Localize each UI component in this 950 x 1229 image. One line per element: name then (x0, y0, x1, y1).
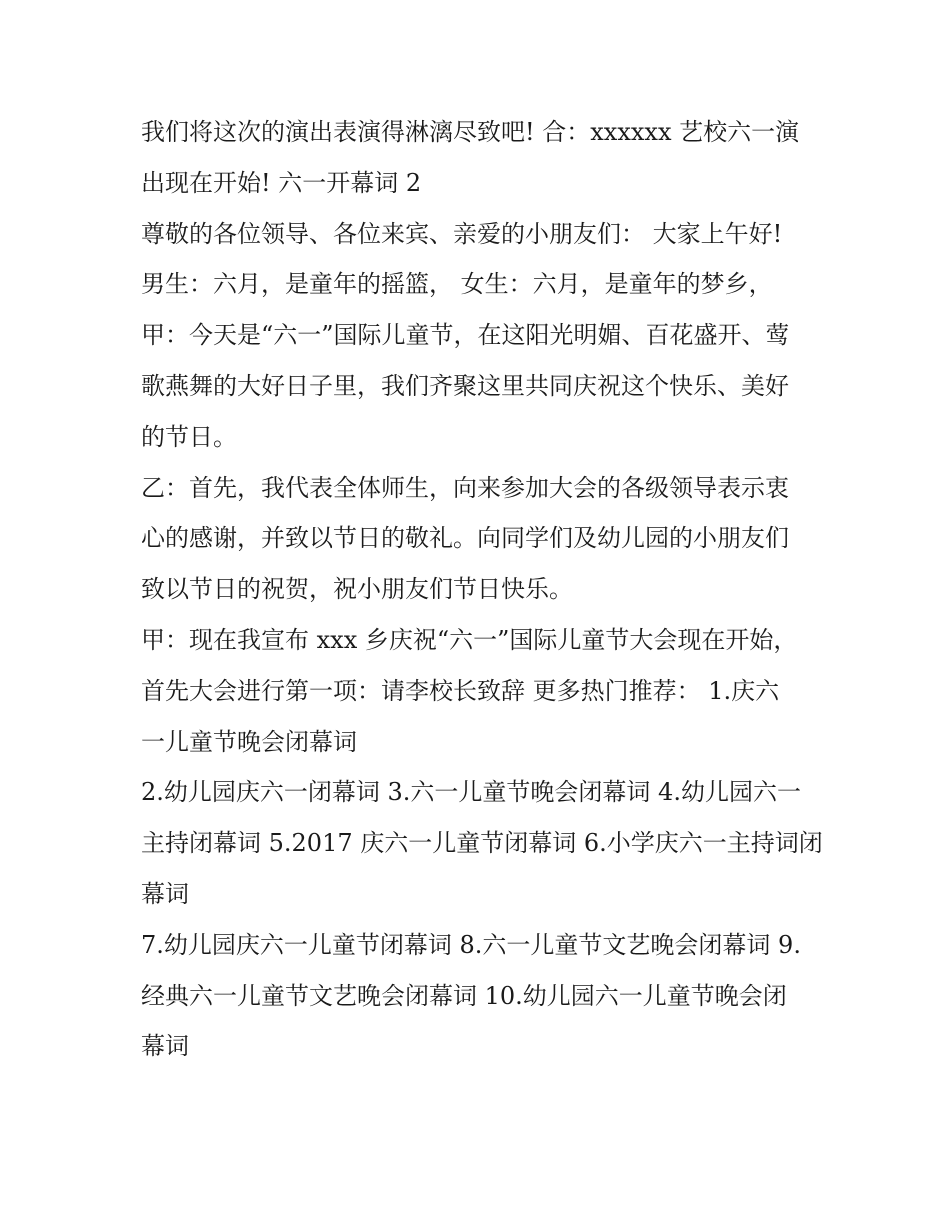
paragraph-closing-line (141, 107, 821, 209)
text-line: 幕词 (141, 1032, 189, 1061)
text-line: 主持闭幕词 5.2017 庆六一儿童节闭幕词 6.小学庆六一主持词闭 (141, 829, 823, 858)
text-line: 我们将这次的演出表演得淋漓尽致吧! 合：xxxxxx 艺校六一演 (141, 118, 800, 146)
text-line: 尊敬的各位领导、各位来宾、亲爱的小朋友们： 大家上午好! (141, 219, 783, 248)
paragraph-greeting (141, 209, 821, 463)
text-line: 乙：首先，我代表全体师生，向来参加大会的各级领导表示衷 (141, 473, 789, 502)
text-line: 甲：现在我宣布 xxx 乡庆祝“六一”国际儿童节大会现在开始， (141, 625, 798, 654)
text-line: 首先大会进行第一项：请李校长致辞 更多热门推荐： 1.庆六 (141, 676, 780, 705)
text-line: 的节日。 (141, 422, 237, 451)
paragraph-thanks (141, 463, 821, 615)
text-line: 经典六一儿童节文艺晚会闭幕词 10.幼儿园六一儿童节晚会闭 (141, 981, 787, 1010)
text-line: 2.幼儿园庆六一闭幕词 3.六一儿童节晚会闭幕词 4.幼儿园六一 (141, 778, 801, 807)
document-body (141, 107, 821, 1072)
text-line: 出现在开始! 六一开幕词 2 (141, 168, 422, 197)
text-line: 幕词 (141, 879, 189, 908)
text-line: 一儿童节晚会闭幕词 (141, 727, 357, 756)
paragraph-recommend-list-2 (141, 920, 821, 1072)
text-line: 歌燕舞的大好日子里，我们齐聚这里共同庆祝这个快乐、美好 (141, 371, 789, 400)
text-line: 7.幼儿园庆六一儿童节闭幕词 8.六一儿童节文艺晚会闭幕词 9. (141, 930, 801, 959)
paragraph-recommend-list-1 (141, 767, 821, 919)
text-line: 心的感谢，并致以节日的敬礼。向同学们及幼儿园的小朋友们 (141, 524, 789, 553)
paragraph-announcement (141, 615, 821, 767)
text-line: 男生：六月，是童年的摇篮， 女生：六月，是童年的梦乡， (141, 270, 773, 299)
text-line: 致以节日的祝贺，祝小朋友们节日快乐。 (141, 575, 573, 604)
text-line: 甲：今天是“六一”国际儿童节，在这阳光明媚、百花盛开、莺 (141, 321, 790, 350)
